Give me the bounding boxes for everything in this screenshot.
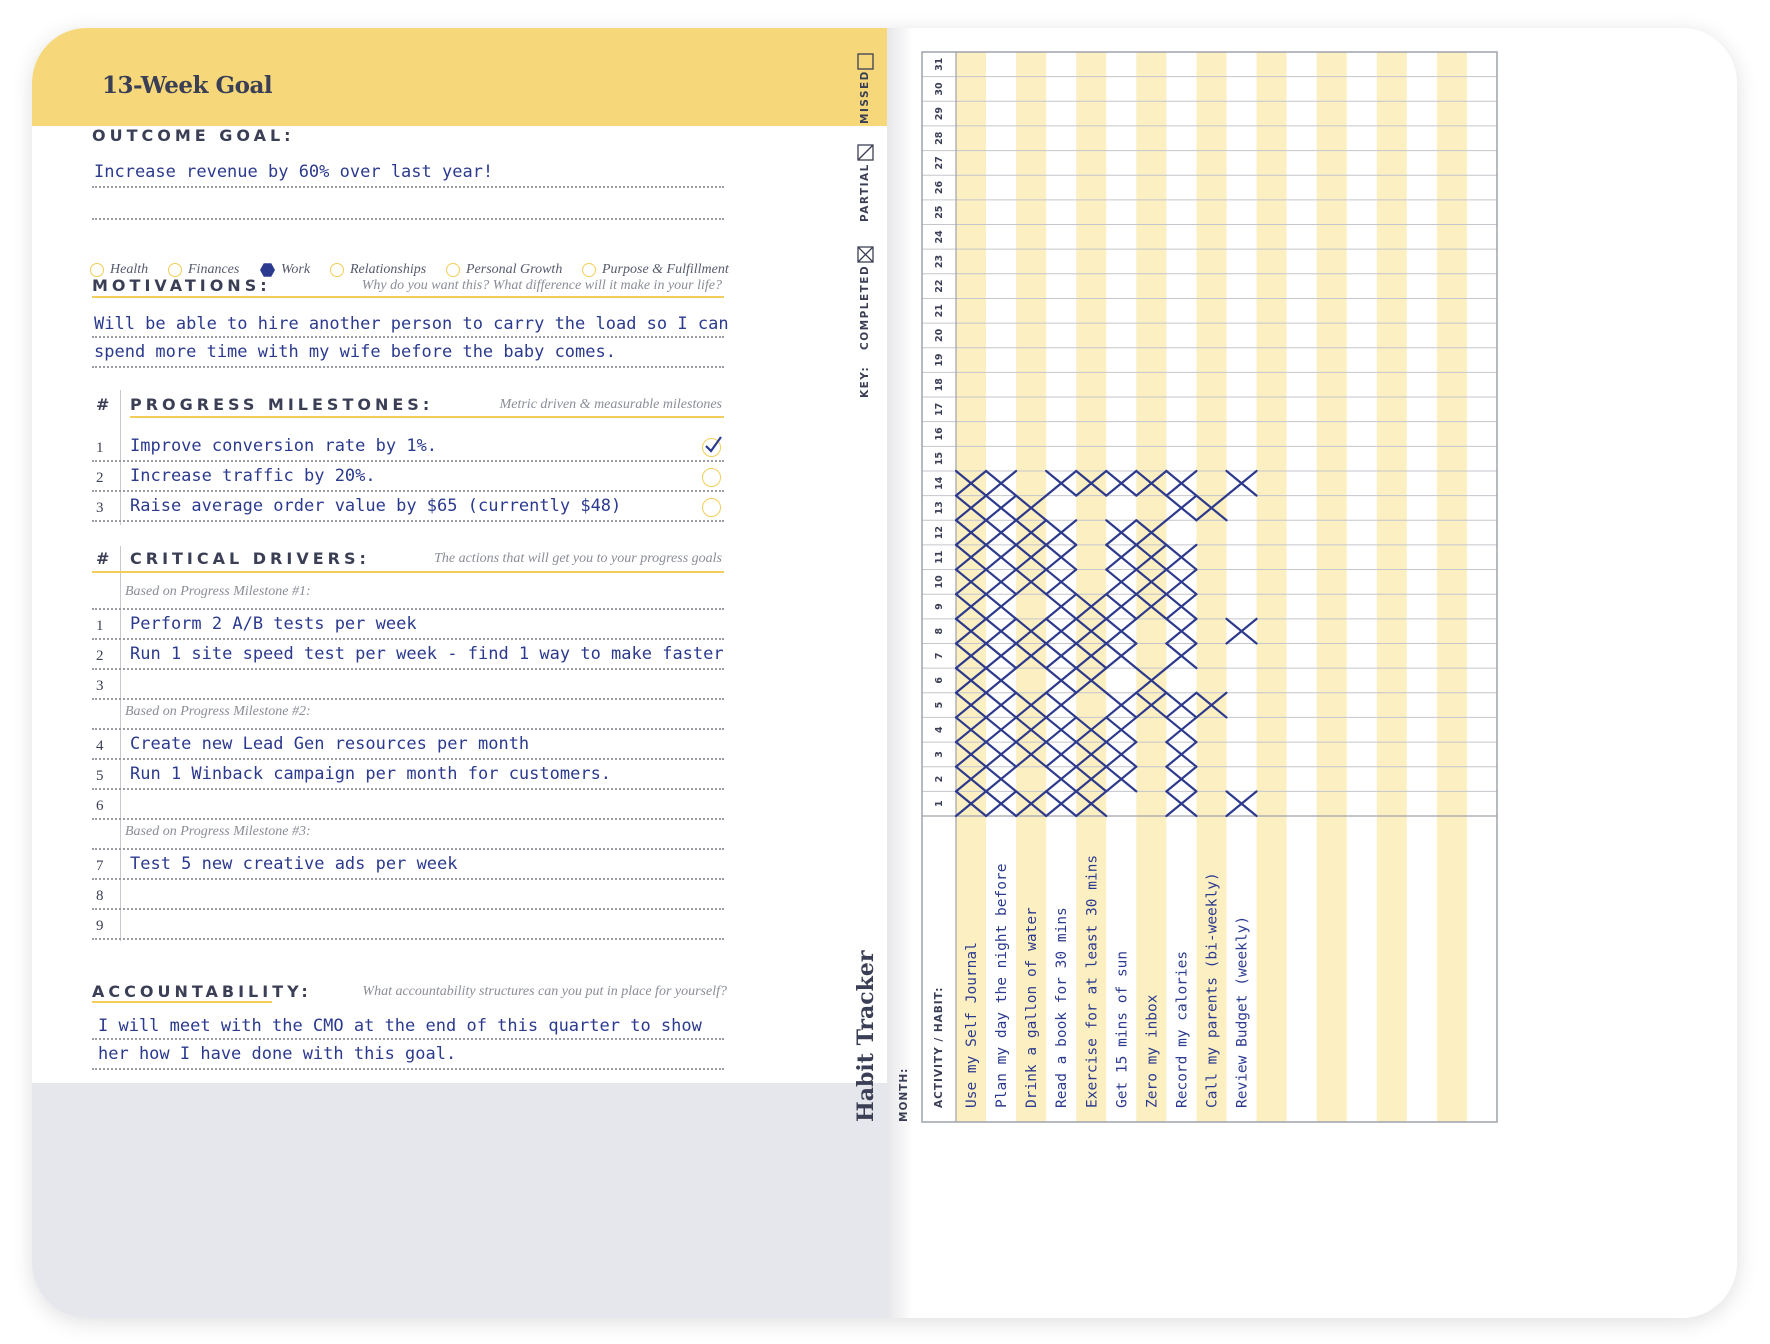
outcome-goal-text[interactable]: Increase revenue by 60% over last year! xyxy=(94,162,494,182)
completed-x-mark xyxy=(986,791,1016,816)
category-label: Work xyxy=(281,262,311,277)
day-number: 19 xyxy=(934,353,945,367)
day-number: 29 xyxy=(934,106,945,121)
completed-x-mark xyxy=(1227,471,1257,496)
milestone-number: 3 xyxy=(96,500,104,516)
month-label: MONTH: xyxy=(898,1067,910,1122)
key-completed-x-icon xyxy=(858,247,873,262)
day-number: 23 xyxy=(934,254,945,269)
completed-x-mark xyxy=(986,668,1016,693)
drivers-label: CRITICAL DRIVERS: xyxy=(130,549,370,568)
day-number: 28 xyxy=(934,131,945,145)
milestone-text[interactable]: Raise average order value by $65 (currently $48) xyxy=(130,496,622,516)
completed-x-mark xyxy=(1106,594,1136,619)
completed-x-mark xyxy=(1046,643,1076,668)
driver-number: 5 xyxy=(96,768,104,784)
completed-x-mark xyxy=(1046,545,1076,570)
completed-x-mark xyxy=(1166,619,1196,644)
habit-name: Drink a gallon of water xyxy=(1024,907,1041,1108)
day-number: 4 xyxy=(934,726,945,734)
completed-x-mark xyxy=(986,496,1016,521)
milestone-reference: Based on Progress Milestone #3: xyxy=(125,824,311,839)
key-missed-box-icon xyxy=(858,54,873,69)
day-number: 26 xyxy=(934,180,945,195)
driver-text[interactable]: Perform 2 A/B tests per week xyxy=(130,614,417,634)
key-partial-slash-icon xyxy=(858,145,873,160)
completed-x-mark xyxy=(1166,471,1196,496)
driver-number: 4 xyxy=(96,738,104,754)
completed-x-mark xyxy=(1227,619,1257,644)
accountability-label: ACCOUNTABILITY: xyxy=(92,982,312,1001)
day-number: 13 xyxy=(934,501,945,515)
driver-number: 3 xyxy=(96,678,104,694)
completed-x-mark xyxy=(1166,767,1196,792)
day-number: 25 xyxy=(934,205,945,219)
day-number: 16 xyxy=(934,427,945,441)
milestone-text[interactable]: Improve conversion rate by 1%. xyxy=(130,436,438,456)
completed-x-mark xyxy=(1106,471,1136,496)
day-number: 6 xyxy=(934,677,945,684)
habit-name: Get 15 mins of sun xyxy=(1114,950,1131,1108)
completed-x-mark xyxy=(1046,619,1076,644)
completed-x-mark xyxy=(986,471,1016,496)
completed-x-mark xyxy=(1166,496,1196,521)
driver-text[interactable]: Create new Lead Gen resources per month xyxy=(130,734,530,754)
column-stripe xyxy=(1317,52,1347,1122)
motivations-label: MOTIVATIONS: xyxy=(92,276,271,295)
key-completed-label: COMPLETED xyxy=(859,264,871,350)
milestone-number: 2 xyxy=(96,470,104,486)
column-stripe xyxy=(1377,52,1407,1122)
milestones-hash: # xyxy=(96,395,110,414)
completed-x-mark xyxy=(1166,594,1196,619)
day-number: 17 xyxy=(934,402,945,416)
milestone-reference: Based on Progress Milestone #1: xyxy=(125,584,311,599)
drivers-hash: # xyxy=(96,549,110,568)
completed-x-mark xyxy=(1166,717,1196,742)
completed-x-mark xyxy=(1046,594,1076,619)
key-missed-label: MISSED xyxy=(859,70,871,124)
driver-number: 1 xyxy=(96,618,104,634)
completed-x-mark xyxy=(986,594,1016,619)
habit-name: Call my parents (bi-weekly) xyxy=(1204,872,1221,1108)
completed-x-mark xyxy=(1227,791,1257,816)
driver-number: 6 xyxy=(96,798,104,814)
column-stripe xyxy=(1437,52,1467,1122)
category-label: Health xyxy=(110,262,149,277)
milestone-number: 1 xyxy=(96,440,104,456)
completed-x-mark xyxy=(1046,791,1076,816)
category-label: Personal Growth xyxy=(466,262,563,277)
day-number: 11 xyxy=(934,550,945,564)
completed-x-mark xyxy=(1046,693,1076,718)
completed-x-mark xyxy=(1046,471,1076,496)
category-label: Relationships xyxy=(350,262,427,277)
milestone-reference: Based on Progress Milestone #2: xyxy=(125,704,311,719)
completed-x-mark xyxy=(1166,693,1196,718)
day-number: 10 xyxy=(934,575,945,589)
day-number: 3 xyxy=(934,751,945,758)
motivation-line-1[interactable]: Will be able to hire another person to carry the load so I can xyxy=(94,314,729,334)
key-label: KEY: xyxy=(859,365,871,398)
completed-x-mark xyxy=(1106,570,1136,595)
milestone-text[interactable]: Increase traffic by 20%. xyxy=(130,466,376,486)
habit-name: Zero my inbox xyxy=(1144,994,1161,1108)
motivation-line-2[interactable]: spend more time with my wife before the baby comes. xyxy=(94,342,616,362)
day-number: 1 xyxy=(934,800,945,807)
habit-name: Exercise for at least 30 mins xyxy=(1084,854,1101,1108)
day-number: 2 xyxy=(934,775,945,783)
day-number: 27 xyxy=(934,156,945,170)
day-number: 30 xyxy=(934,82,945,96)
milestones-label: PROGRESS MILESTONES: xyxy=(130,395,434,414)
completed-x-mark xyxy=(986,570,1016,595)
completed-x-mark xyxy=(986,619,1016,644)
milestones-hint: Metric driven & measurable milestones xyxy=(499,397,722,412)
completed-x-mark xyxy=(1106,717,1136,742)
day-number: 18 xyxy=(934,378,945,392)
completed-x-mark xyxy=(1106,643,1136,668)
page-title: 13-Week Goal xyxy=(102,72,273,99)
completed-x-mark xyxy=(1166,742,1196,767)
day-number: 22 xyxy=(934,279,945,293)
day-number: 5 xyxy=(934,701,945,709)
completed-x-mark xyxy=(1166,545,1196,570)
completed-x-mark xyxy=(1046,767,1076,792)
key-partial-label: PARTIAL xyxy=(859,163,871,222)
category-label: Purpose & Fulfillment xyxy=(602,262,729,277)
completed-x-mark xyxy=(1106,767,1136,792)
completed-x-mark xyxy=(986,717,1016,742)
completed-x-mark xyxy=(1166,643,1196,668)
driver-number: 7 xyxy=(96,858,104,874)
habit-name: Use my Self Journal xyxy=(964,942,981,1108)
day-number: 9 xyxy=(934,603,945,610)
completed-x-mark xyxy=(986,545,1016,570)
category-label: Finances xyxy=(188,262,240,277)
completed-x-mark xyxy=(986,693,1016,718)
driver-number: 8 xyxy=(96,888,104,904)
day-number: 31 xyxy=(934,57,945,71)
outcome-goal-label: OUTCOME GOAL: xyxy=(92,126,295,145)
day-number: 8 xyxy=(934,627,945,635)
completed-x-mark xyxy=(1046,668,1076,693)
activity-habit-label: ACTIVITY / HABIT: xyxy=(933,986,945,1108)
day-number: 24 xyxy=(934,230,945,244)
completed-x-mark xyxy=(1046,742,1076,767)
day-number: 7 xyxy=(934,652,945,660)
habit-name: Review Budget (weekly) xyxy=(1234,915,1251,1108)
completed-x-mark xyxy=(1106,520,1136,545)
driver-text[interactable]: Test 5 new creative ads per week xyxy=(130,854,458,874)
drivers-hint: The actions that will get you to your progress goals xyxy=(434,551,722,566)
day-number: 12 xyxy=(934,525,945,540)
column-stripe xyxy=(1136,52,1166,1122)
habit-tracker xyxy=(32,28,1737,1318)
completed-x-mark xyxy=(1046,520,1076,545)
accountability-line-2[interactable]: her how I have done with this goal. xyxy=(98,1044,457,1064)
completed-x-mark xyxy=(1166,570,1196,595)
driver-number: 9 xyxy=(96,918,104,934)
completed-x-mark xyxy=(986,742,1016,767)
completed-x-mark xyxy=(1106,619,1136,644)
driver-text[interactable]: Run 1 Winback campaign per month for customers. xyxy=(130,764,612,784)
habit-tracker-title: Habit Tracker xyxy=(853,950,879,1122)
completed-x-mark xyxy=(1046,570,1076,595)
completed-x-mark xyxy=(986,520,1016,545)
column-stripe xyxy=(1257,52,1287,1122)
day-number: 15 xyxy=(934,452,945,466)
completed-x-mark xyxy=(986,643,1016,668)
accountability-hint: What accountability structures can you put in place for yourself? xyxy=(362,984,727,999)
journal-spread xyxy=(32,28,1737,1318)
completed-x-mark xyxy=(1106,742,1136,767)
habit-name: Record my calories xyxy=(1174,950,1191,1108)
motivations-hint: Why do you want this? What difference will it make in your life? xyxy=(361,278,722,293)
completed-x-mark xyxy=(986,767,1016,792)
accountability-line-1[interactable]: I will meet with the CMO at the end of this quarter to show xyxy=(98,1016,702,1036)
day-number: 14 xyxy=(934,476,945,490)
completed-x-mark xyxy=(1046,717,1076,742)
habit-name: Read a book for 30 mins xyxy=(1054,907,1071,1108)
habit-name: Plan my day the night before xyxy=(994,863,1011,1108)
driver-number: 2 xyxy=(96,648,104,664)
completed-x-mark xyxy=(1106,693,1136,718)
completed-x-mark xyxy=(1166,791,1196,816)
driver-text[interactable]: Run 1 site speed test per week - find 1 way to make faster xyxy=(130,644,724,664)
day-number: 21 xyxy=(934,304,945,318)
day-number: 20 xyxy=(934,328,945,343)
completed-x-mark xyxy=(1106,545,1136,570)
